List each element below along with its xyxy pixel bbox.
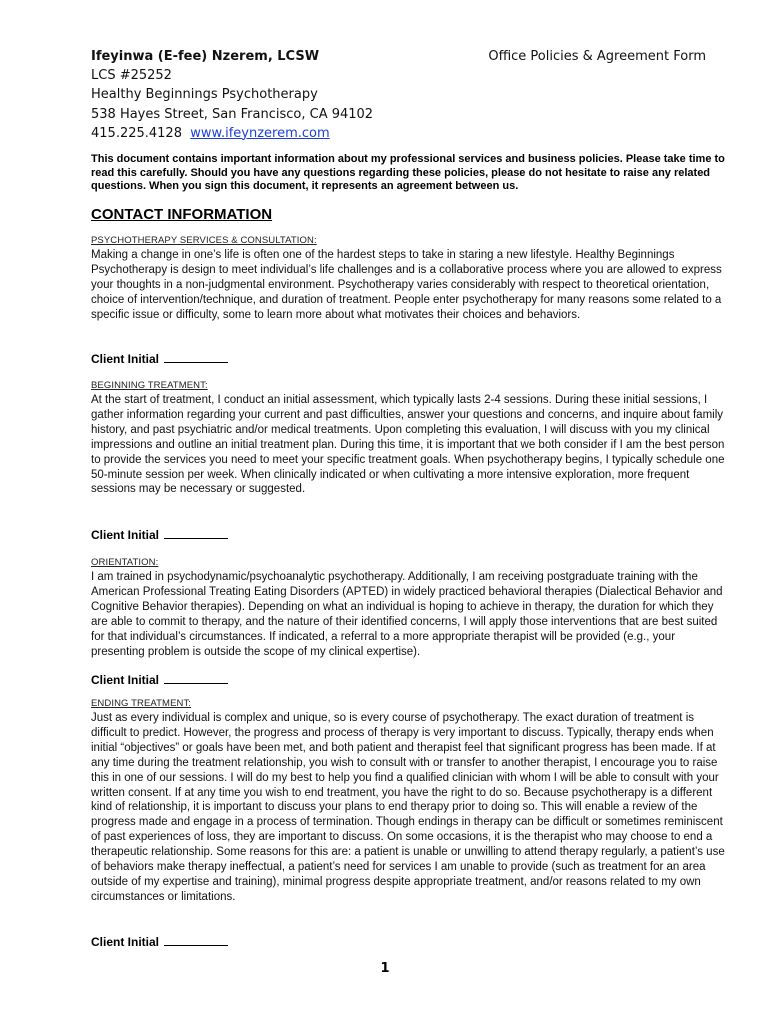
intro-notice: This document contains important information about my professional services and business policies. Please take time to read this carefully. Should you have any questions regarding these policies, please do not hesitate to raise any related questions. When you sign this document, it represents an agreement between us.	[91, 153, 725, 192]
phone-number: 415.225.4128	[91, 125, 182, 141]
client-initial-label: Client Initial	[91, 935, 160, 949]
client-initial-field[interactable]	[91, 351, 228, 366]
section-ending-treatment	[91, 698, 731, 905]
client-initial-label: Client Initial	[91, 528, 160, 542]
client-initial-field[interactable]	[91, 934, 228, 949]
therapist-name: Ifeyinwa (E-fee) Nzerem, LCSW	[91, 49, 320, 64]
section-heading: CONTACT INFORMATION	[91, 206, 273, 223]
client-initial-blank[interactable]	[164, 351, 228, 363]
client-initial-field[interactable]	[91, 527, 228, 542]
license-number: LCS #25252	[91, 68, 172, 84]
contact-line	[91, 124, 471, 143]
section-subheading: BEGINNING TREATMENT:	[91, 380, 208, 391]
section-beginning-treatment	[91, 380, 731, 497]
section-subheading: ORIENTATION:	[91, 557, 159, 568]
client-initial-field[interactable]	[91, 672, 228, 687]
practice-name: Healthy Beginnings Psychotherapy	[91, 87, 318, 103]
section-orientation	[91, 557, 731, 659]
page-number: 1	[380, 961, 390, 976]
section-body: I am trained in psychodynamic/psychoanalytic psychotherapy. Additionally, I am receiving postgraduate training with the American Professional Treating Eating Disorders (APTED) in widely practiced behavioral therapies (Dialectical Behavior and Cognitive Behavior therapies). Depending on what an individual is hoping to achieve in therapy, the duration for which they are able to commit to therapy, and the nature of their identified concerns, I will apply those interventions that are best suited for that individual’s circumstances. If indicated, a referral to a more appropriate therapist will be provided (e.g., your presenting problem is outside the scope of my clinical expertise).	[91, 571, 723, 658]
client-initial-label: Client Initial	[91, 673, 160, 687]
client-initial-blank[interactable]	[164, 934, 228, 946]
client-initial-blank[interactable]	[164, 527, 228, 539]
section-body: At the start of treatment, I conduct an initial assessment, which typically lasts 2-4 sessions. During these initial sessions, I gather information regarding your current and past difficulties, answer your questions and concerns, and inquire about family history, and past psychiatric and/or medical treatments. Upon completing this evaluation, I will discuss with you my clinical impressions and outline an initial treatment plan. During this time, it is important that we both consider if I am the best person to provide the services you need to meet your specific treatment goals. When psychotherapy begins, I typically schedule one 50-minute session per week. When clinically indicated or when cultivating a more intensive exploration, more frequent sessions may be necessary or suggested.	[91, 394, 725, 496]
section-body: Just as every individual is complex and unique, so is every course of psychotherapy. The exact duration of treatment is difficult to predict. However, the progress and process of therapy is very important to discuss. Typically, therapy ends when initial “objectives” or goals have been met, and both patient and therapist feel that significant progress has been made. If at any time during the treatment relationship, you wish to consult with or transfer to another therapist, I encourage you to raise this in one of our sessions. I will do my best to help you find a qualified clinician with whom I will be able to consult with your written consent. If at any time you wish to end treatment, you have the right to do so. Because psychotherapy is a different kind of relationship, it is important to discuss your plans to end therapy prior to doing so. This will enable a review of the progress made and engage in a process of termination. Though endings in therapy can be difficult or sometimes reminiscent of past experiences of loss, they are important to discuss. On some occasions, it is the therapist who may choose to end a therapeutic relationship. Some reasons for this are: a patient is unable or unwilling to attend therapy regularly, a patient’s use of behaviors make therapy ineffectual, a patient’s need for services I am unable to provide (such as treatment for an area outside of my expertise and training), minimal progress despite appropriate treatment, and/or reasons related to my own circumstances or limitations.	[91, 712, 725, 903]
section-subheading: PSYCHOTHERAPY SERVICES & CONSULTATION:	[91, 235, 317, 246]
website-link[interactable]: www.ifeynzerem.com	[190, 125, 330, 141]
section-psychotherapy-services	[91, 235, 731, 323]
section-body: Making a change in one’s life is often one of the hardest steps to take in staring a new lifestyle. Healthy Beginnings Psychotherapy is design to meet individual’s life challenges and is a collaborative process where you are allowed to express your thoughts in a non-judgmental environment. Psychotherapy varies considerably with respect to theoretical orientation, choice of intervention/technique, and duration of treatment. People enter psychotherapy for many reasons some related to a specific issue or difficulty, some to learn more about what motivates their choices and behaviors.	[91, 249, 722, 321]
section-subheading: ENDING TREATMENT:	[91, 698, 192, 709]
client-initial-label: Client Initial	[91, 352, 160, 366]
form-title: Office Policies & Agreement Form	[488, 49, 706, 64]
client-initial-blank[interactable]	[164, 672, 228, 684]
address: 538 Hayes Street, San Francisco, CA 94102	[91, 106, 374, 122]
letterhead	[91, 47, 471, 143]
